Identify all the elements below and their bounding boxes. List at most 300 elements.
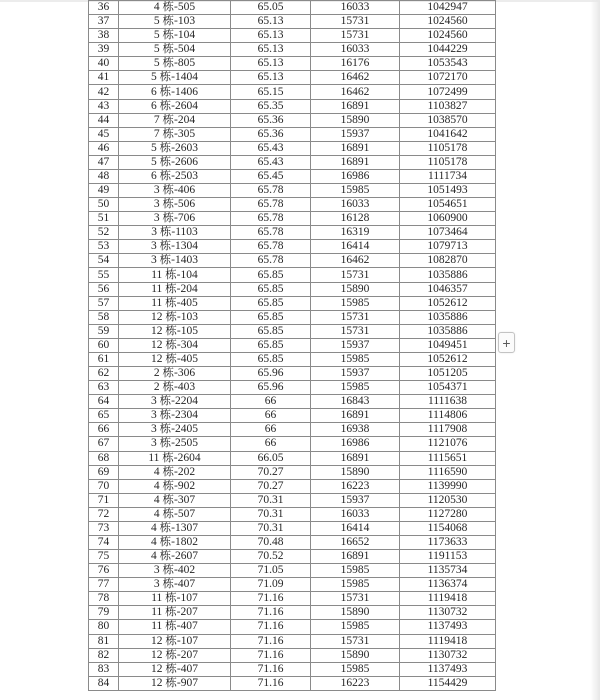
cell-area: 66.05 (231, 451, 311, 465)
cell-total-price: 1139990 (400, 479, 496, 493)
cell-area: 65.45 (231, 169, 311, 183)
cell-total-price: 1105178 (400, 155, 496, 169)
cell-row-number: 70 (89, 479, 119, 493)
cell-row-number: 39 (89, 43, 119, 57)
cell-row-number: 47 (89, 155, 119, 169)
table-row (89, 465, 496, 479)
cell-unit: 3 栋-1304 (119, 240, 231, 254)
cell-total-price: 1051205 (400, 367, 496, 381)
table-row (89, 535, 496, 549)
cell-unit: 12 栋-407 (119, 662, 231, 676)
cell-area: 70.31 (231, 507, 311, 521)
cell-row-number: 45 (89, 127, 119, 141)
table-row (89, 1, 496, 15)
cell-row-number: 49 (89, 184, 119, 198)
cell-area: 65.13 (231, 29, 311, 43)
table-row (89, 620, 496, 634)
cell-unit: 5 栋-504 (119, 43, 231, 57)
cell-area: 71.16 (231, 620, 311, 634)
cell-unit: 11 栋-104 (119, 268, 231, 282)
cell-total-price: 1044229 (400, 43, 496, 57)
cell-row-number: 46 (89, 141, 119, 155)
cell-row-number: 75 (89, 550, 119, 564)
cell-unit-price: 16033 (311, 507, 400, 521)
cell-unit: 4 栋-2607 (119, 550, 231, 564)
cell-unit-price: 15890 (311, 113, 400, 127)
cell-area: 65.43 (231, 155, 311, 169)
cell-total-price: 1121076 (400, 437, 496, 451)
cell-unit: 6 栋-2503 (119, 169, 231, 183)
table-row (89, 71, 496, 85)
cell-total-price: 1079713 (400, 240, 496, 254)
cell-unit-price: 15890 (311, 648, 400, 662)
cell-total-price: 1042947 (400, 1, 496, 15)
cell-area: 65.36 (231, 113, 311, 127)
cell-unit-price: 16319 (311, 226, 400, 240)
cell-total-price: 1072499 (400, 85, 496, 99)
table-row (89, 282, 496, 296)
cell-area: 65.78 (231, 198, 311, 212)
cell-area: 65.15 (231, 85, 311, 99)
cell-total-price: 1046357 (400, 282, 496, 296)
table-row (89, 592, 496, 606)
cell-area: 65.78 (231, 254, 311, 268)
cell-unit: 5 栋-2606 (119, 155, 231, 169)
cell-row-number: 76 (89, 564, 119, 578)
cell-total-price: 1035886 (400, 268, 496, 282)
cell-row-number: 54 (89, 254, 119, 268)
cell-unit: 4 栋-507 (119, 507, 231, 521)
cell-row-number: 51 (89, 212, 119, 226)
cell-area: 65.05 (231, 1, 311, 15)
cell-unit: 11 栋-207 (119, 606, 231, 620)
cell-row-number: 52 (89, 226, 119, 240)
cell-total-price: 1103827 (400, 99, 496, 113)
table-row (89, 493, 496, 507)
cell-area: 65.78 (231, 184, 311, 198)
cell-area: 66 (231, 437, 311, 451)
cell-unit: 3 栋-406 (119, 184, 231, 198)
cell-total-price: 1035886 (400, 310, 496, 324)
cell-area: 71.16 (231, 676, 311, 690)
cell-area: 66 (231, 423, 311, 437)
cell-total-price: 1116590 (400, 465, 496, 479)
cell-total-price: 1127280 (400, 507, 496, 521)
cell-row-number: 36 (89, 1, 119, 15)
table-row (89, 479, 496, 493)
cell-unit-price: 15937 (311, 493, 400, 507)
table-row (89, 409, 496, 423)
cell-row-number: 41 (89, 71, 119, 85)
cell-row-number: 55 (89, 268, 119, 282)
cell-unit: 3 栋-407 (119, 578, 231, 592)
cell-total-price: 1111734 (400, 169, 496, 183)
cell-row-number: 59 (89, 324, 119, 338)
cell-unit-price: 15937 (311, 367, 400, 381)
table-row (89, 324, 496, 338)
cell-unit: 5 栋-1404 (119, 71, 231, 85)
cell-area: 71.05 (231, 564, 311, 578)
cell-total-price: 1114806 (400, 409, 496, 423)
cell-row-number: 38 (89, 29, 119, 43)
cell-row-number: 63 (89, 381, 119, 395)
cell-area: 65.35 (231, 99, 311, 113)
cell-total-price: 1137493 (400, 662, 496, 676)
cell-total-price: 1082870 (400, 254, 496, 268)
cell-row-number: 48 (89, 169, 119, 183)
cell-row-number: 65 (89, 409, 119, 423)
cell-unit-price: 15937 (311, 127, 400, 141)
cell-unit-price: 15985 (311, 662, 400, 676)
cell-unit-price: 16462 (311, 254, 400, 268)
cell-unit-price: 15731 (311, 324, 400, 338)
cell-unit-price: 15731 (311, 15, 400, 29)
cell-total-price: 1051493 (400, 184, 496, 198)
cell-row-number: 78 (89, 592, 119, 606)
cell-unit-price: 16033 (311, 1, 400, 15)
cell-area: 66 (231, 395, 311, 409)
table-row (89, 521, 496, 535)
cell-total-price: 1130732 (400, 606, 496, 620)
table-row (89, 338, 496, 352)
cell-unit: 12 栋-907 (119, 676, 231, 690)
cell-unit-price: 16033 (311, 198, 400, 212)
cell-unit-price: 16652 (311, 535, 400, 549)
cell-unit: 12 栋-105 (119, 324, 231, 338)
table-row (89, 451, 496, 465)
table-row (89, 634, 496, 648)
cell-row-number: 53 (89, 240, 119, 254)
cell-total-price: 1073464 (400, 226, 496, 240)
cell-unit-price: 16414 (311, 521, 400, 535)
cell-unit: 3 栋-2405 (119, 423, 231, 437)
cell-unit: 11 栋-204 (119, 282, 231, 296)
cell-total-price: 1117908 (400, 423, 496, 437)
right-edge-shade (590, 0, 600, 700)
cell-unit: 3 栋-402 (119, 564, 231, 578)
cell-row-number: 79 (89, 606, 119, 620)
cell-row-number: 56 (89, 282, 119, 296)
table-row (89, 395, 496, 409)
cell-unit: 4 栋-202 (119, 465, 231, 479)
cell-area: 70.31 (231, 521, 311, 535)
table-row (89, 155, 496, 169)
cell-total-price: 1024560 (400, 15, 496, 29)
data-table (88, 0, 496, 691)
cell-row-number: 67 (89, 437, 119, 451)
cell-unit: 2 栋-403 (119, 381, 231, 395)
cell-total-price: 1130732 (400, 648, 496, 662)
cell-unit: 3 栋-1103 (119, 226, 231, 240)
cell-total-price: 1060900 (400, 212, 496, 226)
cell-unit: 5 栋-104 (119, 29, 231, 43)
cell-unit: 3 栋-2505 (119, 437, 231, 451)
cell-row-number: 80 (89, 620, 119, 634)
cell-unit-price: 15731 (311, 310, 400, 324)
cell-unit: 11 栋-2604 (119, 451, 231, 465)
table-row (89, 606, 496, 620)
cell-unit: 4 栋-902 (119, 479, 231, 493)
table-body (89, 1, 496, 691)
cell-unit-price: 15985 (311, 578, 400, 592)
cell-area: 65.43 (231, 141, 311, 155)
cell-total-price: 1049451 (400, 338, 496, 352)
cell-unit-price: 16414 (311, 240, 400, 254)
table-row (89, 85, 496, 99)
table-row (89, 198, 496, 212)
table-row (89, 352, 496, 366)
cell-unit: 12 栋-107 (119, 634, 231, 648)
cell-unit-price: 16891 (311, 99, 400, 113)
cell-area: 65.13 (231, 43, 311, 57)
cell-row-number: 60 (89, 338, 119, 352)
cell-unit: 7 栋-204 (119, 113, 231, 127)
cell-total-price: 1054651 (400, 198, 496, 212)
table-row (89, 310, 496, 324)
cell-unit: 5 栋-2603 (119, 141, 231, 155)
cell-unit: 3 栋-2304 (119, 409, 231, 423)
cell-area: 71.16 (231, 606, 311, 620)
cell-total-price: 1052612 (400, 352, 496, 366)
cell-unit-price: 15985 (311, 381, 400, 395)
cell-row-number: 43 (89, 99, 119, 113)
cell-unit-price: 15985 (311, 352, 400, 366)
cell-total-price: 1120530 (400, 493, 496, 507)
cell-unit-price: 15731 (311, 268, 400, 282)
table-row (89, 367, 496, 381)
cell-total-price: 1035886 (400, 324, 496, 338)
cell-unit: 3 栋-1403 (119, 254, 231, 268)
cell-unit: 12 栋-405 (119, 352, 231, 366)
table-row (89, 226, 496, 240)
data-table-container (88, 0, 495, 691)
cell-row-number: 40 (89, 57, 119, 71)
cell-unit-price: 16891 (311, 451, 400, 465)
cell-area: 70.52 (231, 550, 311, 564)
cell-unit: 11 栋-107 (119, 592, 231, 606)
cell-unit-price: 15985 (311, 620, 400, 634)
cell-area: 65.13 (231, 57, 311, 71)
cell-row-number: 71 (89, 493, 119, 507)
cell-unit-price: 15731 (311, 29, 400, 43)
table-row (89, 184, 496, 198)
cell-unit-price: 16938 (311, 423, 400, 437)
cell-row-number: 50 (89, 198, 119, 212)
cell-unit: 3 栋-506 (119, 198, 231, 212)
cell-total-price: 1136374 (400, 578, 496, 592)
cell-total-price: 1038570 (400, 113, 496, 127)
table-row (89, 662, 496, 676)
table-row (89, 212, 496, 226)
table-row (89, 99, 496, 113)
cell-total-price: 1191153 (400, 550, 496, 564)
cell-total-price: 1054371 (400, 381, 496, 395)
cell-area: 65.13 (231, 71, 311, 85)
table-row (89, 437, 496, 451)
cell-row-number: 82 (89, 648, 119, 662)
cell-total-price: 1024560 (400, 29, 496, 43)
cell-unit-price: 16128 (311, 212, 400, 226)
cell-area: 65.85 (231, 324, 311, 338)
cell-unit: 11 栋-405 (119, 296, 231, 310)
cell-total-price: 1105178 (400, 141, 496, 155)
cell-row-number: 57 (89, 296, 119, 310)
cell-unit: 3 栋-2204 (119, 395, 231, 409)
cell-total-price: 1154429 (400, 676, 496, 690)
cell-unit-price: 16843 (311, 395, 400, 409)
cell-area: 71.16 (231, 662, 311, 676)
cell-unit: 5 栋-805 (119, 57, 231, 71)
cell-unit: 12 栋-103 (119, 310, 231, 324)
cell-row-number: 84 (89, 676, 119, 690)
cell-area: 71.09 (231, 578, 311, 592)
cell-area: 65.36 (231, 127, 311, 141)
cell-row-number: 72 (89, 507, 119, 521)
cell-area: 65.85 (231, 352, 311, 366)
cell-unit: 11 栋-407 (119, 620, 231, 634)
cell-total-price: 1115651 (400, 451, 496, 465)
cell-area: 70.31 (231, 493, 311, 507)
table-row (89, 676, 496, 690)
cell-unit-price: 16462 (311, 85, 400, 99)
cell-row-number: 66 (89, 423, 119, 437)
cell-unit-price: 15937 (311, 338, 400, 352)
cell-row-number: 81 (89, 634, 119, 648)
cell-total-price: 1119418 (400, 634, 496, 648)
cell-unit-price: 16986 (311, 169, 400, 183)
table-row (89, 43, 496, 57)
cell-unit: 2 栋-306 (119, 367, 231, 381)
cell-unit-price: 16462 (311, 71, 400, 85)
cell-unit: 6 栋-2604 (119, 99, 231, 113)
table-row (89, 169, 496, 183)
cell-row-number: 61 (89, 352, 119, 366)
cell-unit-price: 15731 (311, 634, 400, 648)
table-row (89, 57, 496, 71)
cell-total-price: 1137493 (400, 620, 496, 634)
cell-row-number: 42 (89, 85, 119, 99)
cell-area: 71.16 (231, 634, 311, 648)
cell-area: 65.78 (231, 212, 311, 226)
cell-unit: 12 栋-207 (119, 648, 231, 662)
cell-unit: 4 栋-1307 (119, 521, 231, 535)
cell-unit-price: 15985 (311, 184, 400, 198)
table-row (89, 29, 496, 43)
table-row (89, 423, 496, 437)
cell-row-number: 37 (89, 15, 119, 29)
cell-unit-price: 16891 (311, 141, 400, 155)
cell-unit: 4 栋-505 (119, 1, 231, 15)
cell-area: 65.85 (231, 310, 311, 324)
cell-unit: 4 栋-1802 (119, 535, 231, 549)
cell-row-number: 44 (89, 113, 119, 127)
table-row (89, 254, 496, 268)
table-row (89, 381, 496, 395)
cell-total-price: 1119418 (400, 592, 496, 606)
cell-unit-price: 16891 (311, 550, 400, 564)
cell-area: 65.85 (231, 338, 311, 352)
cell-area: 65.96 (231, 381, 311, 395)
cell-total-price: 1053543 (400, 57, 496, 71)
cell-unit-price: 15890 (311, 606, 400, 620)
cell-total-price: 1154068 (400, 521, 496, 535)
cell-area: 65.78 (231, 240, 311, 254)
cell-area: 70.27 (231, 479, 311, 493)
cell-unit-price: 15890 (311, 465, 400, 479)
cell-row-number: 68 (89, 451, 119, 465)
cell-area: 70.48 (231, 535, 311, 549)
cell-area: 65.78 (231, 226, 311, 240)
table-row (89, 578, 496, 592)
cell-row-number: 64 (89, 395, 119, 409)
cell-row-number: 62 (89, 367, 119, 381)
cell-total-price: 1173633 (400, 535, 496, 549)
cell-unit-price: 16891 (311, 409, 400, 423)
cell-area: 65.13 (231, 15, 311, 29)
plus-icon: + (502, 334, 511, 351)
cell-unit: 6 栋-1406 (119, 85, 231, 99)
cell-unit-price: 15985 (311, 296, 400, 310)
cell-row-number: 58 (89, 310, 119, 324)
cell-total-price: 1041642 (400, 127, 496, 141)
cell-area: 65.96 (231, 367, 311, 381)
cell-row-number: 77 (89, 578, 119, 592)
table-row (89, 648, 496, 662)
cell-area: 70.27 (231, 465, 311, 479)
cell-area: 66 (231, 409, 311, 423)
cell-area: 65.85 (231, 282, 311, 296)
cell-area: 65.85 (231, 268, 311, 282)
cell-unit-price: 16033 (311, 43, 400, 57)
cell-total-price: 1052612 (400, 296, 496, 310)
table-row (89, 564, 496, 578)
cell-unit-price: 16986 (311, 437, 400, 451)
table-row (89, 113, 496, 127)
cell-unit: 12 栋-304 (119, 338, 231, 352)
cell-unit: 5 栋-103 (119, 15, 231, 29)
table-row (89, 127, 496, 141)
cell-area: 71.16 (231, 592, 311, 606)
table-row (89, 507, 496, 521)
cell-total-price: 1135734 (400, 564, 496, 578)
cell-unit-price: 16891 (311, 155, 400, 169)
cell-area: 71.16 (231, 648, 311, 662)
cell-total-price: 1111638 (400, 395, 496, 409)
table-row (89, 296, 496, 310)
cell-row-number: 73 (89, 521, 119, 535)
cell-unit-price: 15985 (311, 564, 400, 578)
table-row (89, 15, 496, 29)
cell-unit: 4 栋-307 (119, 493, 231, 507)
cell-unit: 7 栋-305 (119, 127, 231, 141)
table-row (89, 240, 496, 254)
cell-row-number: 83 (89, 662, 119, 676)
cell-unit: 3 栋-706 (119, 212, 231, 226)
table-row (89, 268, 496, 282)
table-row (89, 550, 496, 564)
zoom-in-button[interactable] (498, 332, 515, 353)
cell-area: 65.85 (231, 296, 311, 310)
table-row (89, 141, 496, 155)
cell-unit-price: 16176 (311, 57, 400, 71)
cell-row-number: 69 (89, 465, 119, 479)
cell-row-number: 74 (89, 535, 119, 549)
cell-unit-price: 16223 (311, 479, 400, 493)
cell-unit-price: 15890 (311, 282, 400, 296)
cell-unit-price: 15731 (311, 592, 400, 606)
cell-unit-price: 16223 (311, 676, 400, 690)
cell-total-price: 1072170 (400, 71, 496, 85)
